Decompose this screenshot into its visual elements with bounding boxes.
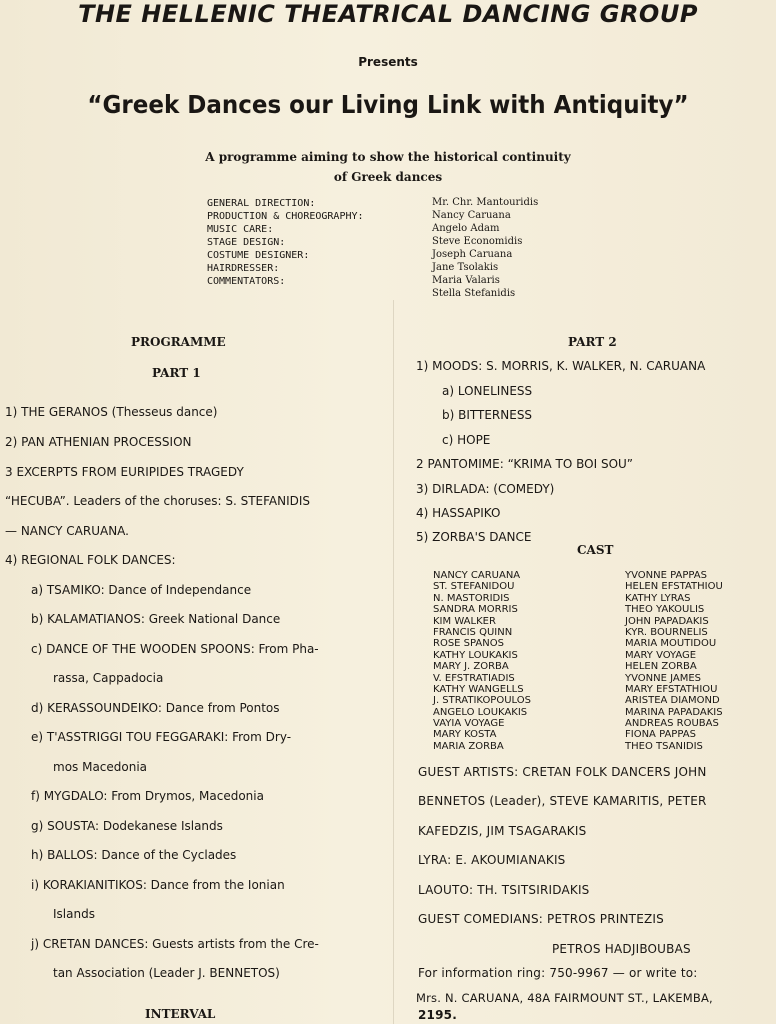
guest-line: PETROS HADJIBOUBAS <box>552 942 691 956</box>
subtitle-line-1: A programme aiming to show the historical continuity <box>205 150 571 164</box>
credit-role: COSTUME DESIGNER: <box>207 250 310 261</box>
programme-item: i) KORAKIANITIKOS: Dance from the Ionian <box>31 878 285 892</box>
credit-role: GENERAL DIRECTION: <box>207 198 316 209</box>
cast-member: FIONA PAPPAS <box>625 729 696 741</box>
programme-item: b) KALAMATIANOS: Greek National Dance <box>31 612 281 626</box>
address-postcode: 2195. <box>418 1008 457 1022</box>
credit-role: STAGE DESIGN: <box>207 237 286 248</box>
cast-member: MARY KOSTA <box>433 729 497 741</box>
cast-member: KATHY LOUKAKIS <box>433 649 518 661</box>
cast-member: ST. STEFANIDOU <box>433 581 515 593</box>
credit-name: Joseph Caruana <box>432 249 513 260</box>
programme-heading: PROGRAMME <box>131 335 226 349</box>
credit-name: Jane Tsolakis <box>432 262 499 273</box>
programme-item: 1) MOODS: S. MORRIS, K. WALKER, N. CARUANA <box>416 359 706 373</box>
company-name: THE HELLENIC THEATRICAL DANCING GROUP <box>78 0 698 28</box>
credit-role: PRODUCTION & CHOREOGRAPHY: <box>207 211 364 222</box>
cast-member: MARIA MOUTIDOU <box>625 638 717 650</box>
cast-list-left <box>433 570 531 752</box>
cast-member: KIM WALKER <box>433 615 496 627</box>
guest-line: GUEST ARTISTS: CRETAN FOLK DANCERS JOHN <box>418 765 707 779</box>
credit-role: HAIRDRESSER: <box>207 263 280 274</box>
programme-item: j) CRETAN DANCES: Guests artists from the Cre- <box>31 937 319 951</box>
programme-item: Islands <box>53 907 95 921</box>
cast-member: MARIA ZORBA <box>433 740 504 752</box>
programme-item: rassa, Cappadocia <box>53 671 164 685</box>
cast-member: J. STRATIKOPOULOS <box>433 695 531 707</box>
cast-heading: CAST <box>577 543 614 557</box>
guest-line: BENNETOS (Leader), STEVE KAMARITIS, PETER <box>418 794 707 808</box>
cast-member: ANGELO LOUKAKIS <box>433 706 528 718</box>
guest-line: GUEST COMEDIANS: PETROS PRINTEZIS <box>418 912 664 926</box>
programme-item: a) LONELINESS <box>442 384 533 398</box>
cast-member: KYR. BOURNELIS <box>625 626 708 638</box>
programme-item: c) HOPE <box>442 433 491 447</box>
subtitle-line-2: of Greek dances <box>333 170 443 184</box>
cast-member: KATHY WANGELLS <box>433 683 524 695</box>
cast-member: ARISTEA DIAMOND <box>625 695 720 707</box>
presents-label: Presents <box>358 55 418 69</box>
part-1-heading: PART 1 <box>152 366 201 380</box>
cast-member: THEO YAKOULIS <box>625 604 705 616</box>
programme-item: b) BITTERNESS <box>442 408 533 422</box>
show-title: “Greek Dances our Living Link with Antiquity” <box>87 90 689 119</box>
cast-member: FRANCIS QUINN <box>433 626 513 638</box>
programme-item: 4) REGIONAL FOLK DANCES: <box>5 553 176 567</box>
programme-item: f) MYGDALO: From Drymos, Macedonia <box>31 789 264 803</box>
interval-heading: INTERVAL <box>145 1007 216 1021</box>
cast-member: HELEN EFSTATHIOU <box>625 581 723 593</box>
address-line: Mrs. N. CARUANA, 48A FAIRMOUNT ST., LAKEMBA, <box>416 991 713 1005</box>
credit-name: Mr. Chr. Mantouridis <box>432 197 539 208</box>
programme-item: d) KERASSOUNDEIKO: Dance from Pontos <box>31 701 280 715</box>
credit-name: Maria Valaris <box>432 275 500 286</box>
programme-item: e) T'ASSTRIGGI TOU FEGGARAKI: From Dry- <box>31 730 292 744</box>
credit-name: Nancy Caruana <box>432 210 511 221</box>
programme-item: h) BALLOS: Dance of the Cyclades <box>31 848 237 862</box>
cast-member: MARY J. ZORBA <box>433 661 509 673</box>
cast-member: ANDREAS ROUBAS <box>625 718 719 730</box>
cast-member: YVONNE JAMES <box>625 672 702 684</box>
programme-item: mos Macedonia <box>53 760 148 774</box>
credit-role: MUSIC CARE: <box>207 224 274 235</box>
part-2-heading: PART 2 <box>568 335 617 349</box>
programme-item: — NANCY CARUANA. <box>5 524 129 538</box>
cast-member: THEO TSANIDIS <box>625 740 703 752</box>
cast-member: KATHY LYRAS <box>625 592 691 604</box>
credit-roles <box>207 197 364 288</box>
info-line: For information ring: 750-9967 — or write to: <box>418 966 698 980</box>
programme-item: 3 EXCERPTS FROM EURIPIDES TRAGEDY <box>5 465 244 479</box>
cast-member: MARY VOYAGE <box>625 649 697 661</box>
cast-list-right <box>625 570 723 752</box>
cast-member: V. EFSTRATIADIS <box>433 672 515 684</box>
cast-member: NANCY CARUANA <box>433 570 521 581</box>
cast-member: JOHN PAPADAKIS <box>625 615 709 627</box>
cast-member: VAYIA VOYAGE <box>433 718 505 730</box>
programme-item: 4) HASSAPIKO <box>416 506 501 520</box>
credit-names <box>432 196 538 300</box>
guest-line: LAOUTO: TH. TSITSIRIDAKIS <box>418 883 590 897</box>
cast-member: MARINA PAPADAKIS <box>625 706 723 718</box>
cast-member: YVONNE PAPPAS <box>625 570 707 581</box>
cast-member: MARY EFSTATHIOU <box>625 683 718 695</box>
programme-item: g) SOUSTA: Dodekanese Islands <box>31 819 223 833</box>
credit-name: Angelo Adam <box>432 223 500 234</box>
guest-line: LYRA: E. AKOUMIANAKIS <box>418 853 566 867</box>
credit-name: Stella Stefanidis <box>432 288 516 299</box>
cast-member: ROSE SPANOS <box>433 638 504 650</box>
programme-item: 2 PANTOMIME: “KRIMA TO BOI SOU” <box>416 457 634 471</box>
credit-name: Steve Economidis <box>432 236 523 247</box>
programme-item: 2) PAN ATHENIAN PROCESSION <box>5 435 192 449</box>
guest-line: KAFEDZIS, JIM TSAGARAKIS <box>418 824 587 838</box>
cast-member: HELEN ZORBA <box>625 661 697 673</box>
programme-item: tan Association (Leader J. BENNETOS) <box>53 966 280 980</box>
cast-member: SANDRA MORRIS <box>433 604 518 616</box>
programme-item: 1) THE GERANOS (Thesseus dance) <box>5 405 218 419</box>
programme-item: c) DANCE OF THE WOODEN SPOONS: From Pha- <box>31 642 319 656</box>
programme-item: a) TSAMIKO: Dance of Independance <box>31 583 252 597</box>
page-fold <box>393 300 394 1024</box>
programme-item: “HECUBA”. Leaders of the choruses: S. STEFANIDIS <box>5 494 311 508</box>
cast-member: N. MASTORIDIS <box>433 592 510 604</box>
programme-item: 3) DIRLADA: (COMEDY) <box>416 482 555 496</box>
programme-item: 5) ZORBA'S DANCE <box>416 530 532 544</box>
credit-role: COMMENTATORS: <box>207 276 286 287</box>
